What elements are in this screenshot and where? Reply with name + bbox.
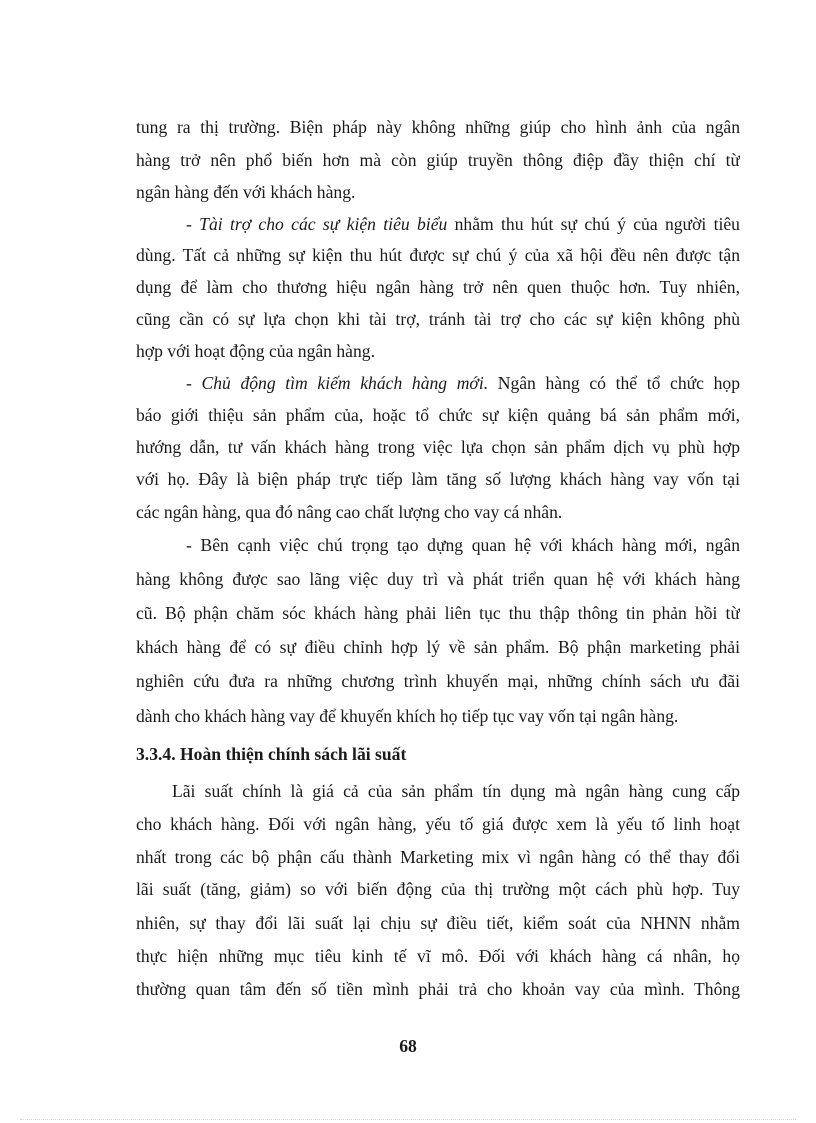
section-line-6: thực hiện những mục tiêu kinh tế vĩ mô. Đối với khách hàng cá nhân, họ: [136, 946, 740, 966]
paragraph-2-line-2: dùng. Tất cả những sự kiện thu hút được sự chú ý của xã hội đều nên được tận: [136, 245, 740, 265]
paragraph-2-lead-rest: nhằm thu hút sự chú ý của người tiêu: [447, 214, 740, 234]
paragraph-3-italic-lead: - Chủ động tìm kiếm khách hàng mới.: [186, 373, 489, 393]
paragraph-3-lead-rest: Ngân hàng có thể tổ chức họp: [488, 373, 740, 393]
section-line-1: Lãi suất chính là giá cả của sản phẩm tín dụng mà ngân hàng cung cấp: [172, 781, 740, 801]
section-heading: 3.3.4. Hoàn thiện chính sách lãi suất: [136, 744, 407, 764]
paragraph-4-line-2: hàng không được sao lãng việc duy trì và phát triển quan hệ với khách hàng: [136, 569, 740, 589]
paragraph-2-line-4: cũng cần có sự lựa chọn khi tài trợ, tránh tài trợ cho các sự kiện không phù: [136, 309, 740, 329]
paragraph-3-line-1: [186, 373, 740, 395]
page-number: 68: [399, 1036, 417, 1056]
paragraph-2-line-3: dụng để làm cho thương hiệu ngân hàng trở nên quen thuộc hơn. Tuy nhiên,: [136, 277, 740, 297]
paragraph-3-line-4: với họ. Đây là biện pháp trực tiếp làm tăng số lượng khách hàng vay vốn tại: [136, 469, 740, 489]
paragraph-4-line-5: nghiên cứu đưa ra những chương trình khuyến mại, những chính sách ưu đãi: [136, 671, 740, 691]
paragraph-4-line-1: - Bên cạnh việc chú trọng tạo dựng quan hệ với khách hàng mới, ngân: [186, 535, 740, 555]
paragraph-2-line-1: [186, 214, 740, 236]
section-line-3: nhất trong các bộ phận cấu thành Marketing mix vì ngân hàng có thể thay đổi: [136, 847, 740, 867]
section-line-7: thường quan tâm đến số tiền mình phải trả cho khoản vay của mình. Thông: [136, 979, 740, 999]
page-bottom-rule: [20, 1119, 796, 1120]
paragraph-2-italic-lead: - Tài trợ cho các sự kiện tiêu biểu: [186, 214, 448, 234]
paragraph-3-line-3: hướng dẫn, tư vấn khách hàng trong việc lựa chọn sản phẩm dịch vụ phù hợp: [136, 437, 740, 457]
section-line-4: lãi suất (tăng, giảm) so với biến động của thị trường một cách phù hợp. Tuy: [136, 879, 740, 899]
paragraph-1-line-3: ngân hàng đến với khách hàng.: [136, 182, 356, 202]
paragraph-2-line-5: hợp với hoạt động của ngân hàng.: [136, 341, 375, 361]
section-line-5: nhiên, sự thay đổi lãi suất lại chịu sự điều tiết, kiểm soát của NHNN nhằm: [136, 913, 740, 933]
paragraph-3-line-5: các ngân hàng, qua đó nâng cao chất lượng cho vay cá nhân.: [136, 502, 563, 522]
paragraph-1-line-1: tung ra thị trường. Biện pháp này không những giúp cho hình ảnh của ngân: [136, 117, 740, 137]
paragraph-3-line-2: báo giới thiệu sản phẩm của, hoặc tổ chức sự kiện quảng bá sản phẩm mới,: [136, 405, 740, 425]
section-line-2: cho khách hàng. Đối với ngân hàng, yếu tố giá được xem là yếu tố linh hoạt: [136, 814, 740, 834]
paragraph-4-line-3: cũ. Bộ phận chăm sóc khách hàng phải liên tục thu thập thông tin phản hồi từ: [136, 603, 740, 623]
paragraph-4-line-4: khách hàng để có sự điều chỉnh hợp lý về sản phẩm. Bộ phận marketing phải: [136, 637, 740, 657]
paragraph-1-line-2: hàng trở nên phổ biến hơn mà còn giúp truyền thông điệp đầy thiện chí từ: [136, 150, 740, 170]
paragraph-4-line-6: dành cho khách hàng vay để khuyến khích họ tiếp tục vay vốn tại ngân hàng.: [136, 706, 679, 726]
